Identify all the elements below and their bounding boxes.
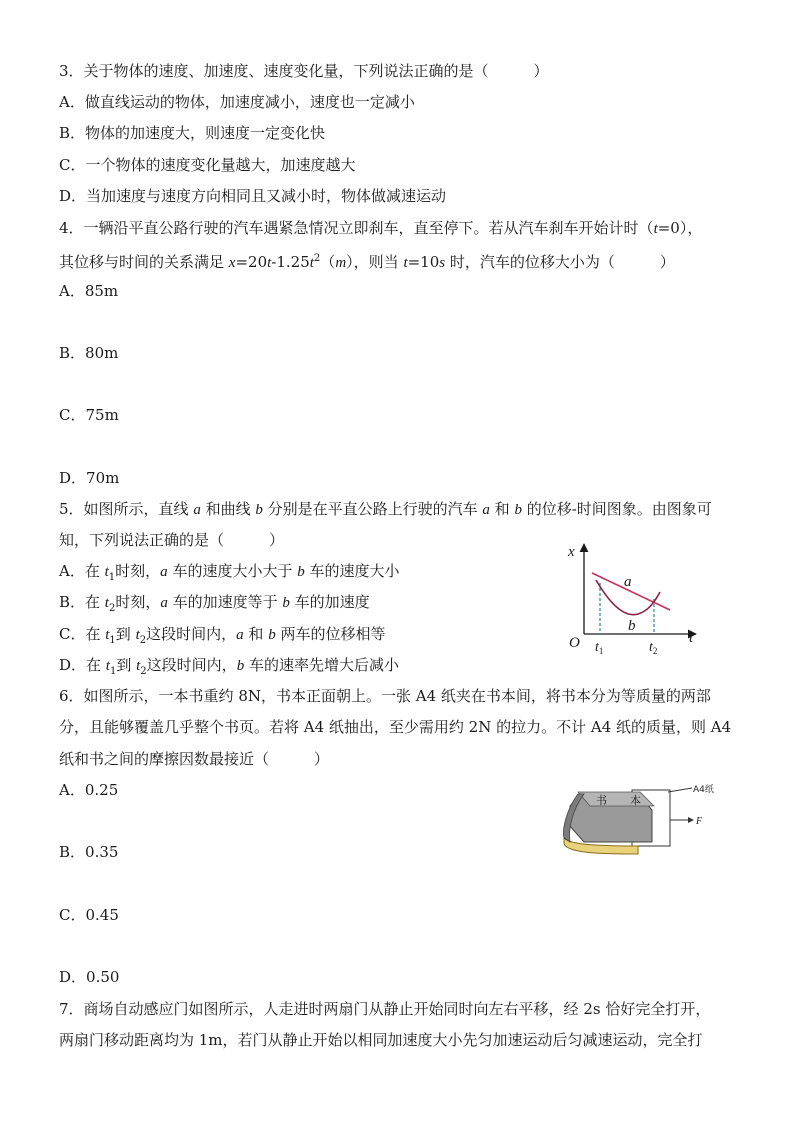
q3-option-b: B．物体的加速度大，则速度一定变化快	[59, 124, 326, 142]
q6-book-figure	[560, 780, 740, 860]
force-label: F	[696, 816, 703, 827]
book-char-1: 书	[596, 794, 607, 807]
q6-stem-line3: 纸和书之间的摩擦因数最接近（ ）	[59, 750, 330, 768]
q5-option-d: D．在 $t_1$到 $t_2$这段时间内，b 车的速率先增大后减小	[59, 656, 399, 677]
q6-stem-line2: 分，且能够覆盖几乎整个书页。若将 A4 纸抽出，至少需用约 2N 的拉力。不计 A4 纸的质量，则 A4	[59, 718, 732, 736]
q4-stem-line2: 其位移与时间的关系满足 $x=20t-1.25t^2(m)$，则当 t=10s 时，汽车的位移大小为（ ）	[59, 253, 675, 271]
q4-option-b: B．80m	[59, 344, 119, 362]
origin-label: O	[569, 635, 580, 651]
q4-option-d: D．70m	[59, 469, 120, 487]
q5-stem-line2: 知，下列说法正确的是（ ）	[59, 531, 285, 549]
q3-option-a: A．做直线运动的物体，加速度减小，速度也一定减小	[59, 93, 415, 111]
t-axis-label: t	[689, 630, 694, 646]
q4-option-c: C．75m	[59, 406, 119, 424]
q5-option-b: B．在 $t_2$时刻，a 车的加速度等于 b 车的加速度	[59, 593, 370, 614]
q3-stem: 3．关于物体的速度、加速度、速度变化量，下列说法正确的是（ ）	[59, 62, 549, 80]
curve-b-label: b	[628, 618, 636, 634]
book-cover-top	[578, 792, 654, 806]
x-axis-label: x	[568, 544, 575, 560]
book-char-2: 本	[630, 794, 641, 807]
q6-stem-line1: 6．如图所示，一本书重约 8N，书本正面朝上。一张 A4 纸夹在书本间，将书本分为等质量的两部	[59, 687, 711, 705]
a4-pointer-line	[668, 788, 692, 792]
q5-option-c: C．在 $t_1$到 $t_2$这段时间内，a 和 b 两车的位移相等	[59, 625, 386, 646]
q6-option-a: A．0.25	[59, 781, 119, 799]
t1-label: $t_1$	[595, 640, 604, 656]
q4-stem-line1: 4．一辆沿平直公路行驶的汽车遇紧急情况立即刹车，直至停下。若从汽车刹车开始计时（t=0），	[59, 219, 703, 237]
q6-option-b: B．0.35	[59, 843, 119, 861]
q4-option-a: A．85m	[59, 282, 119, 300]
q6-option-c: C．0.45	[59, 906, 119, 924]
q5-option-a: A．在 $t_1$时刻，a 车的速度大小大于 b 车的速度大小	[59, 562, 400, 583]
force-arrowhead	[688, 817, 694, 823]
q7-stem-line1: 7．商场自动感应门如图所示，人走进时两扇门从静止开始同时向左右平移，经 2s 恰好完全打开，	[59, 1000, 711, 1018]
q5-stem-line1: 5．如图所示，直线 a 和曲线 b 分别是在平直公路上行驶的汽车 a 和 b 的位移-时间图象。由图象可	[59, 500, 712, 518]
t2-label: $t_2$	[649, 640, 658, 656]
a4-paper-label: A4纸	[693, 785, 714, 795]
q3-option-d: D．当加速度与速度方向相同且又减小时，物体做减速运动	[59, 187, 447, 205]
curve-a-label: a	[624, 574, 632, 590]
q7-stem-line2: 两扇门移动距离均为 1m，若门从静止开始以相同加速度大小先匀加速运动后匀减速运动，完全打	[59, 1031, 703, 1049]
q3-option-c: C．一个物体的速度变化量越大，加速度越大	[59, 156, 356, 174]
q5-xt-graph	[562, 540, 702, 658]
q6-option-d: D．0.50	[59, 968, 120, 986]
